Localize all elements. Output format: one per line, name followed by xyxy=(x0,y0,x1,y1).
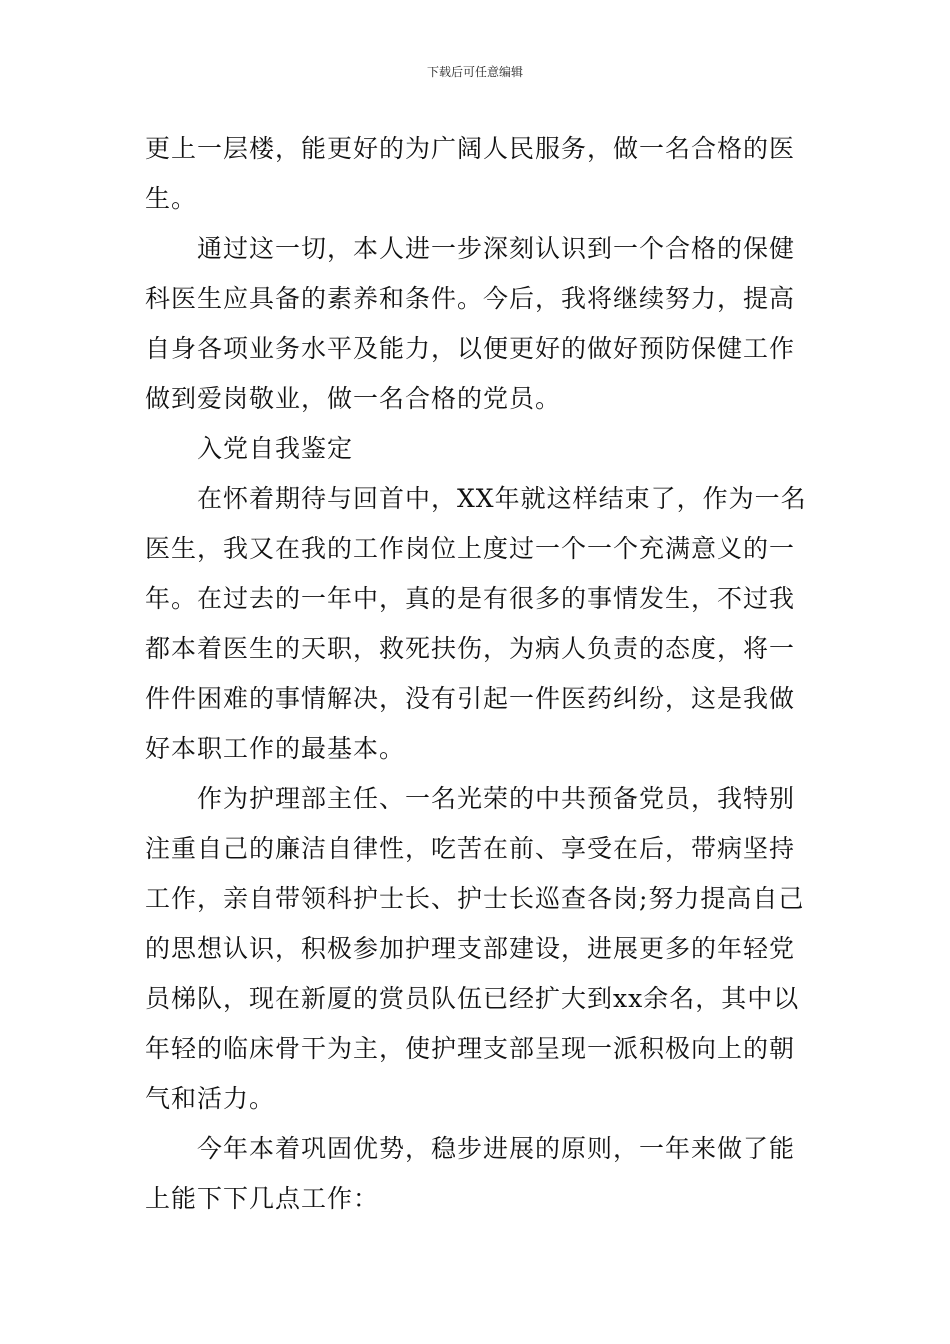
paragraph: 作为护理部主任、一名光荣的中共预备党员，我特别注重自己的廉洁自律性，吃苦在前、享受在后，带病坚持工作，亲自带领科护士长、护士长巡查各岗;努力提高自己的思想认识，积极参加护理支部建设，进展更多的年轻党员梯队，现在新厦的赏员队伍已经扩大到xx余名，其中以年轻的临床骨干为主，使护理支部呈现一派积极向上的朝气和活力。 xyxy=(145,784,805,1113)
section-heading: 入党自我鉴定 xyxy=(197,434,354,463)
document-body xyxy=(145,124,809,1224)
paragraph: 通过这一切，本人进一步深刻认识到一个合格的保健科医生应具备的素养和条件。今后，我将继续努力，提高自身各项业务水平及能力，以便更好的做好预防保健工作做到爱岗敬业，做一名合格的党员。 xyxy=(145,234,796,413)
paragraph: 今年本着巩固优势，稳步进展的原则，一年来做了能上能下下几点工作： xyxy=(145,1134,796,1213)
paragraph-continuation: 更上一层楼，能更好的为广阔人民服务，做一名合格的医生。 xyxy=(145,134,796,213)
page-header: 下载后可任意编辑 xyxy=(426,65,523,79)
paragraph: 在怀着期待与回首中，XX年就这样结束了，作为一名医生，我又在我的工作岗位上度过一个一个充满意义的一年。在过去的一年中，真的是有很多的事情发生，不过我都本着医生的天职，救死扶伤，为病人负责的态度，将一件件困难的事情解决，没有引起一件医药纠纷，这是我做好本职工作的最基本。 xyxy=(145,484,807,763)
